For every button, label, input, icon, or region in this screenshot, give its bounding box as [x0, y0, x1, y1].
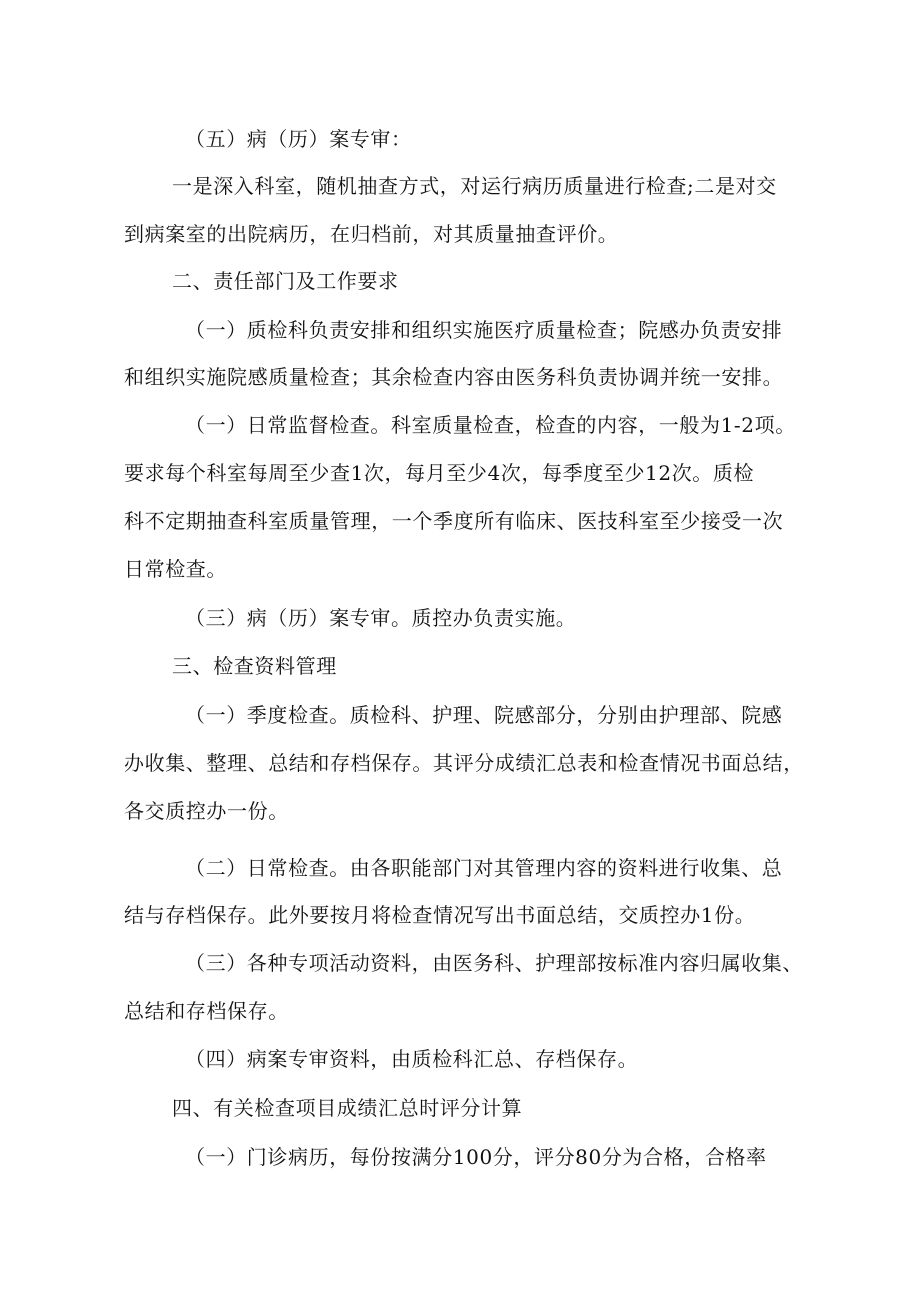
paragraph-line: 一是深入科室，随机抽查方式，对运行病历质量进行检查;二是对交: [172, 174, 777, 198]
paragraph-line: （一）日常监督检查。科室质量检查，检查的内容，一般为1-2项。: [185, 413, 796, 437]
paragraph-line: （四）病案专审资料，由质检科汇总、存档保存。: [185, 1047, 639, 1071]
paragraph-line: 要求每个科室每周至少查1次，每月至少4次，每季度至少12次。质检: [124, 461, 755, 485]
paragraph-line: 日常检查。: [124, 557, 227, 581]
paragraph-line: （二）日常检查。由各职能部门对其管理内容的资料进行收集、总: [185, 856, 783, 880]
paragraph-line: 结与存档保存。此外要按月将检查情况写出书面总结，交质控办1份。: [124, 903, 756, 927]
paragraph-line: 各交质控办一份。: [124, 799, 289, 823]
section-heading: 四、有关检查项目成绩汇总时评分计算: [172, 1096, 523, 1120]
paragraph-line: 到病案室的出院病历，在归档前，对其质量抽查评价。: [124, 222, 619, 246]
paragraph-line: 和组织实施院感质量检查；其余检查内容由医务科负责协调并统一安排。: [124, 365, 784, 389]
paragraph-line: （一）季度检查。质检科、护理、院感部分，分别由护理部、院感: [185, 703, 783, 727]
paragraph-line: （一）门诊病历，每份按满分100分，评分80分为合格，合格率: [185, 1145, 767, 1169]
paragraph-line: （三）各种专项活动资料，由医务科、护理部按标准内容归属收集、: [185, 951, 803, 975]
paragraph-line: 科不定期抽查科室质量管理，一个季度所有临床、医技科室至少接受一次: [124, 509, 784, 533]
paragraph-line: （三）病（历）案专审。质控办负责实施。: [185, 606, 577, 630]
paragraph-line: （一）质检科负责安排和组织实施医疗质量检查；院感办负责安排: [185, 318, 783, 342]
paragraph-line: 总结和存档保存。: [124, 999, 289, 1023]
section-subheading: （五）病（历）案专审：: [185, 127, 412, 151]
paragraph-line: 办收集、整理、总结和存档保存。其评分成绩汇总表和检查情况书面总结，: [124, 751, 804, 775]
section-heading: 二、责任部门及工作要求: [172, 269, 399, 293]
section-heading: 三、检查资料管理: [172, 654, 337, 678]
